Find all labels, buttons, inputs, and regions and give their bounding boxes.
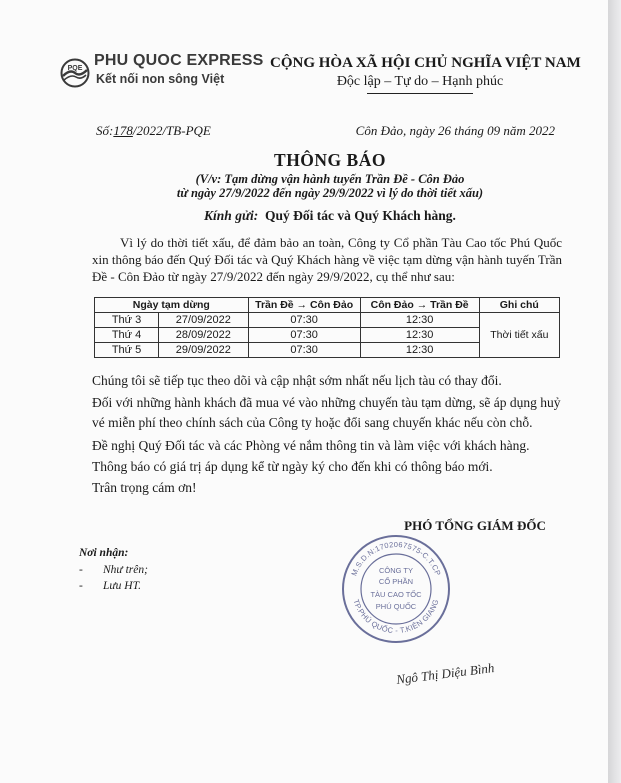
body-paragraph-5: Trân trọng cám ơn! (92, 480, 197, 495)
stamp-ring-top: M.S.D.N:1702067575-C.T.CP (349, 539, 443, 578)
row-note: Thời tiết xấu (479, 313, 559, 358)
schedule-table (94, 297, 560, 358)
row-route-1: 07:30 (248, 313, 360, 328)
row-route-2: 12:30 (360, 343, 479, 358)
row-route-2: 12:30 (360, 313, 479, 328)
body-paragraph-3: Đề nghị Quý Đối tác và các Phòng vé nắm thông tin và làm việc với khách hàng. (92, 438, 530, 453)
row-date: 28/09/2022 (159, 328, 249, 343)
row-day: Thứ 3 (95, 313, 159, 328)
row-route-1: 07:30 (248, 328, 360, 343)
row-date: 27/09/2022 (159, 313, 249, 328)
greeting-label: Kính gửi: (204, 208, 259, 223)
stamp-line-3: TÀU CAO TỐC (370, 590, 422, 599)
row-day: Thứ 4 (95, 328, 159, 343)
document-number: Số:178/2022/TB-PQE (96, 123, 211, 138)
motto-underline (367, 93, 473, 94)
signer-title: PHÓ TỔNG GIÁM ĐỐC (404, 518, 546, 533)
svg-text:PQE: PQE (67, 65, 83, 72)
page-edge-shadow (608, 0, 621, 783)
recipient-item: - Như trên; (79, 564, 148, 576)
recipient-item: - Lưu HT. (79, 580, 142, 592)
row-route-2: 12:30 (360, 328, 479, 343)
stamp-line-1: CÔNG TY (378, 566, 414, 575)
greeting (100, 208, 560, 224)
header-route-2: Côn Đảo → Trần Đề (360, 298, 479, 313)
logo-name: PHU QUOC EXPRESS (94, 52, 264, 69)
body-paragraph-4: Thông báo có giá trị áp dụng kể từ ngày ký cho đến khi có thông báo mới. (92, 459, 493, 474)
stamp-line-4: PHÚ QUỐC (375, 602, 417, 611)
header-route-1: Trần Đề → Côn Đảo (248, 298, 360, 313)
greeting-recipient: Quý Đối tác và Quý Khách hàng. (265, 208, 456, 223)
table-row (95, 313, 560, 328)
national-motto: Độc lập – Tự do – Hạnh phúc (336, 74, 504, 89)
company-logo-icon (60, 58, 90, 88)
document-subtitle-2: từ ngày 27/9/2022 đến ngày 29/9/2022 vì lý do thời tiết xấu) (176, 186, 484, 200)
recipients-label: Nơi nhận: (79, 547, 129, 559)
stamp-ring-bottom: TP.PHÚ QUỐC - T.KIÊN GIANG (351, 598, 441, 636)
document-title: THÔNG BÁO (274, 150, 386, 170)
row-day: Thứ 5 (95, 343, 159, 358)
row-route-1: 07:30 (248, 343, 360, 358)
header-date: Ngày tạm dừng (95, 298, 249, 313)
national-title: CỘNG HÒA XÃ HỘI CHỦ NGHĨA VIỆT NAM (270, 55, 581, 71)
header-note: Ghi chú (479, 298, 559, 313)
place-date: Côn Đảo, ngày 26 tháng 09 năm 2022 (355, 123, 555, 138)
body-paragraph-1: Chúng tôi sẽ tiếp tục theo dõi và cập nhật sớm nhất nếu lịch tàu có thay đổi. (92, 373, 502, 388)
intro-paragraph: Vì lý do thời tiết xấu, để đảm bảo an toàn, Công ty Cổ phần Tàu Cao tốc Phú Quốc xin thông báo đến Quý Đối tác và Quý Khách hàng về việc tạm dừng vận hành tuyến Trần Đề - Côn Đảo từ ngày 27/9/2022 đến ngày 29/9/2022, cụ thể như sau: (92, 235, 562, 284)
logo-tagline: Kết nối non sông Việt (96, 72, 225, 86)
handwritten-number: 178 (113, 123, 133, 138)
stamp-line-2: CỔ PHẦN (378, 577, 414, 586)
row-date: 29/09/2022 (159, 343, 249, 358)
body-paragraph-2: Đối với những hành khách đã mua vé vào những chuyến tàu tạm dừng, sẽ áp dụng huỷ vé miễn phí theo chính sách của Công ty hoặc đổi sang chuyến khác nếu còn chỗ. (92, 395, 561, 430)
table-header-row (95, 298, 560, 313)
signer-name: Ngô Thị Diệu Bình (395, 660, 496, 687)
document-subtitle-1: (V/v: Tạm dừng vận hành tuyến Trần Đề - Côn Đảo (195, 172, 465, 186)
company-stamp-icon (340, 533, 452, 645)
